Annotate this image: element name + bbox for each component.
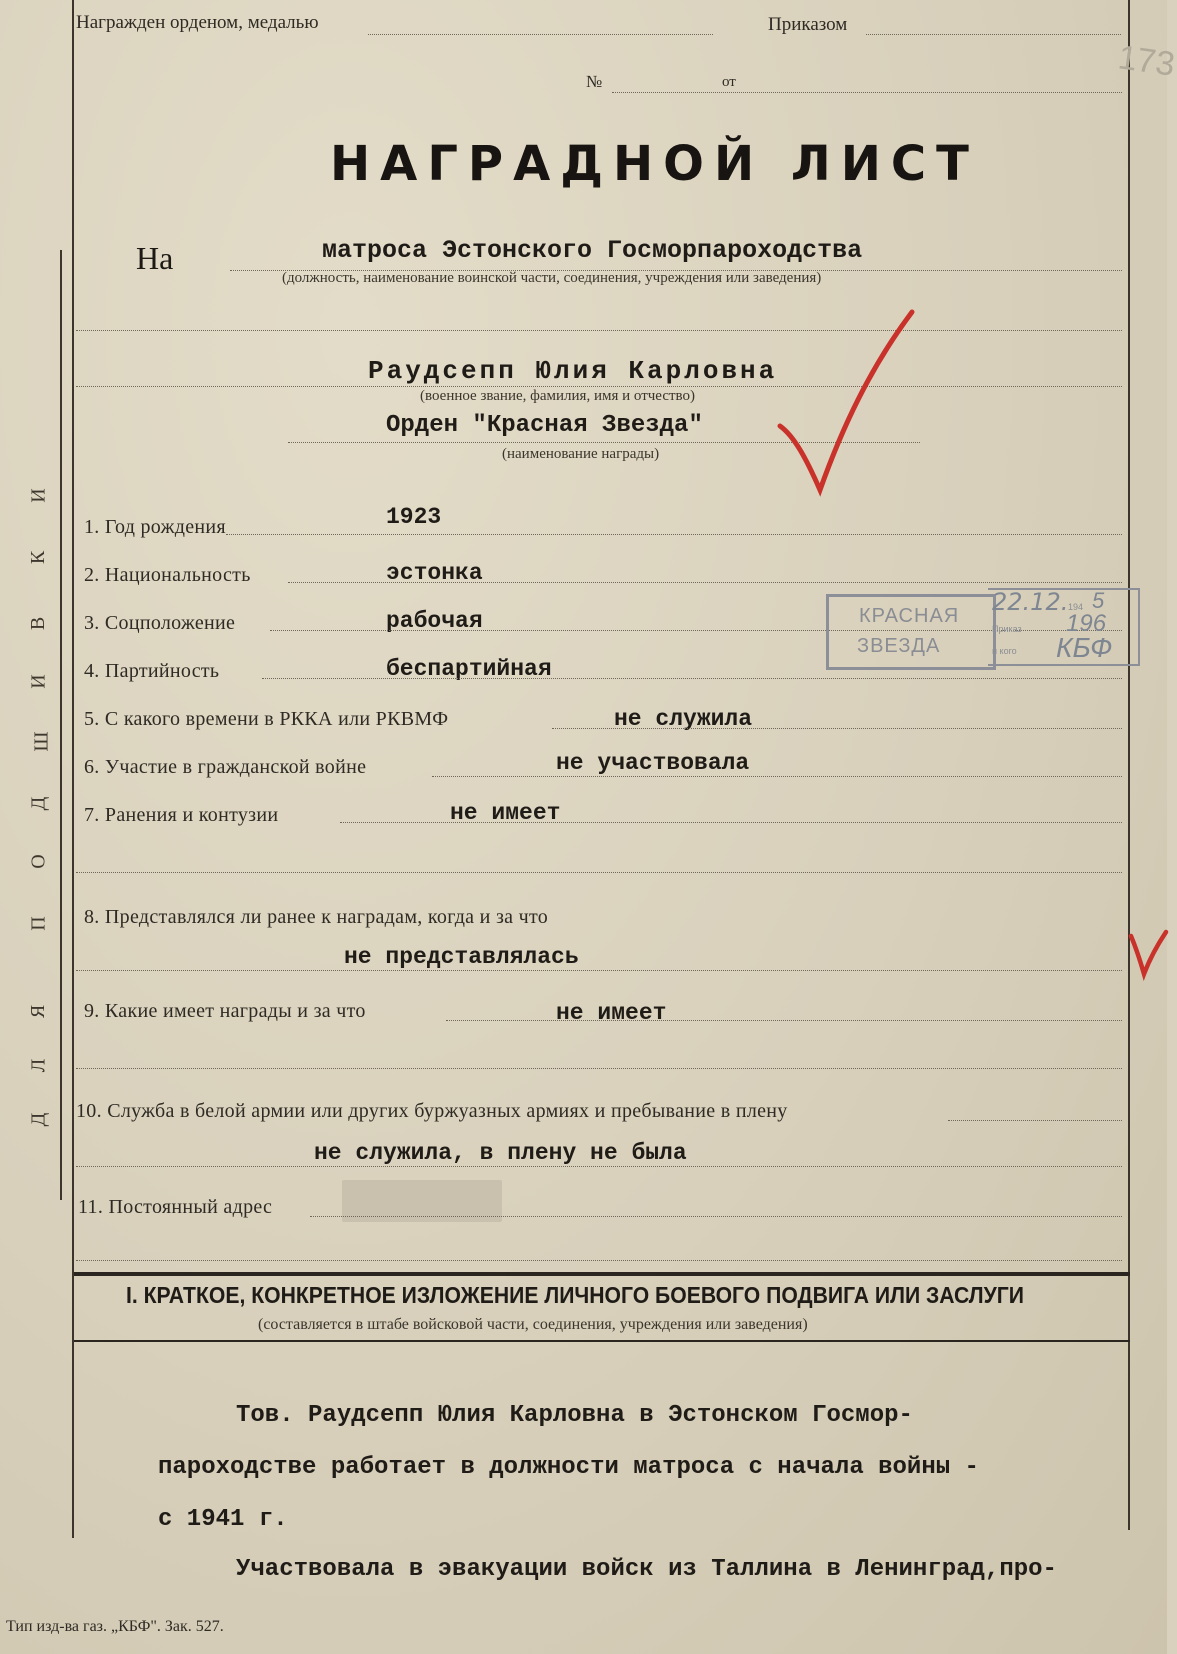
number-underline — [612, 92, 1122, 93]
field-label-previous-awards: 8. Представлялся ли ранее к наградам, когда и за что — [84, 906, 549, 928]
nominee-position: матроса Эстонского Госморпароходства — [322, 236, 863, 265]
stamp-order-word: Приказ — [992, 624, 1022, 634]
field-label-white-army: 10. Служба в белой армии или других буржуазных армиях и пребывание в плену — [76, 1100, 788, 1122]
side-letter: Д — [27, 1112, 50, 1127]
field-line-2 — [288, 582, 1122, 583]
order-label: Приказом — [768, 14, 848, 35]
field-line-4 — [262, 678, 1122, 679]
section-bottom-rule — [74, 1340, 1130, 1342]
outer-left-line — [60, 250, 62, 1200]
red-check-mark-small — [1128, 930, 1167, 980]
stamp-number: 196 — [1066, 610, 1107, 637]
award-name: Орден "Красная Звезда" — [386, 412, 703, 439]
side-letter: Ш — [30, 731, 53, 752]
stamp-issuer: КБФ — [1056, 632, 1113, 663]
field-value-white-army: не служила, в плену не была — [314, 1140, 687, 1166]
field-value-nationality: эстонка — [386, 560, 483, 586]
position-caption: (должность, наименование воинской части, соединения, учреждения или заведения) — [282, 270, 822, 286]
field-line-7 — [340, 822, 1122, 823]
field-label-birth-year: 1. Год рождения — [84, 516, 226, 538]
section-top-rule — [74, 1272, 1130, 1276]
awarded-label: Награжден орденом, медалью — [76, 12, 319, 33]
left-border-line-lower — [72, 1208, 74, 1538]
footer-print-info: Тип изд-ва газ. „КБФ". Зак. 527. — [6, 1618, 224, 1635]
nominee-name: Раудсепп Юлия Карловна — [368, 356, 778, 386]
field-line-5 — [552, 728, 1122, 729]
red-check-mark — [772, 308, 922, 498]
field-value-social: рабочая — [386, 608, 483, 634]
field-value-wounds: не имеет — [450, 800, 561, 826]
field-line-9b — [76, 1068, 1122, 1069]
field-line-7b — [76, 872, 1122, 873]
field-label-social: 3. Соцположение — [84, 612, 236, 634]
stamp-by-label: и кого — [992, 646, 1017, 656]
field-line-10 — [948, 1120, 1122, 1121]
field-value-birth-year: 1923 — [386, 504, 442, 530]
field-line-10b — [76, 1166, 1122, 1167]
field-label-party: 4. Партийность — [84, 660, 220, 682]
side-letter: И — [27, 488, 50, 503]
field-line-11b — [76, 1260, 1122, 1261]
body-line-4: Участвовала в эвакуации войск из Таллина в Ленинград,про- — [236, 1556, 1057, 1583]
stamp-date: 22.12. — [992, 588, 1069, 616]
right-border-line — [1128, 0, 1130, 1530]
side-letter: Я — [27, 1004, 50, 1019]
side-letter: Л — [27, 1058, 50, 1073]
award-stamp — [826, 594, 996, 670]
field-label-address: 11. Постоянный адрес — [78, 1196, 273, 1218]
side-letter: В — [27, 616, 50, 631]
body-line-3: с 1941 г. — [158, 1506, 288, 1533]
field-line-8 — [76, 970, 1122, 971]
field-value-civil-war: не участвовала — [556, 750, 750, 776]
field-label-civil-war: 6. Участие в гражданской войне — [84, 756, 367, 778]
number-label: № — [586, 72, 603, 91]
stamp-line2: ЗВЕЗДА — [857, 635, 941, 657]
field-value-service-start: не служила — [614, 706, 753, 732]
side-letter: Д — [27, 796, 50, 811]
stamp-line1: КРАСНАЯ — [859, 605, 960, 627]
awarded-underline — [368, 34, 713, 35]
side-letter: П — [27, 916, 50, 931]
body-line-1: Тов. Раудсепп Юлия Карловна в Эстонском Госмор- — [236, 1402, 913, 1429]
body-line-2: пароходстве работает в должности матроса с начала войны - — [158, 1454, 979, 1481]
field-line-1 — [226, 534, 1122, 535]
name-caption: (военное звание, фамилия, имя и отчество) — [420, 388, 696, 404]
field-label-wounds: 7. Ранения и контузии — [84, 804, 279, 826]
from-label: от — [722, 74, 736, 90]
field-label-service-start: 5. С какого времени в РККА или РКВМФ — [84, 708, 449, 730]
field-value-party: беспартийная — [386, 656, 552, 682]
nominee-prefix: На — [136, 240, 174, 276]
side-letter: К — [27, 550, 50, 565]
field-line-6 — [432, 776, 1122, 777]
order-underline — [866, 34, 1121, 35]
side-letter: О — [27, 854, 50, 869]
field-label-awards: 9. Какие имеет награды и за что — [84, 1000, 366, 1022]
name-underline — [76, 386, 1122, 387]
page-title: НАГРАДНОЙ ЛИСТ — [330, 136, 979, 192]
left-border-line — [72, 0, 74, 1222]
blank-line-1 — [76, 330, 1122, 331]
side-letter: И — [27, 674, 50, 689]
stamp-year-label: 194 — [1068, 602, 1084, 612]
section-caption: (составляется в штабе войсковой части, соединения, учреждения или заведения) — [258, 1316, 808, 1333]
corner-number: 173 — [1115, 38, 1177, 84]
field-line-9 — [446, 1020, 1122, 1021]
section-title: I. КРАТКОЕ, КОНКРЕТНОЕ ИЗЛОЖЕНИЕ ЛИЧНОГО БОЕВОГО ПОДВИГА ИЛИ ЗАСЛУГИ — [126, 1282, 1025, 1308]
award-stamp-details — [988, 588, 1140, 666]
field-value-previous-awards: не представлялась — [344, 944, 579, 970]
stamp-year-suffix: 5 — [1092, 588, 1105, 613]
field-value-awards: не имеет — [556, 1000, 667, 1026]
award-caption: (наименование награды) — [502, 446, 660, 462]
field-line-11 — [310, 1216, 1122, 1217]
field-label-nationality: 2. Национальность — [84, 564, 251, 586]
